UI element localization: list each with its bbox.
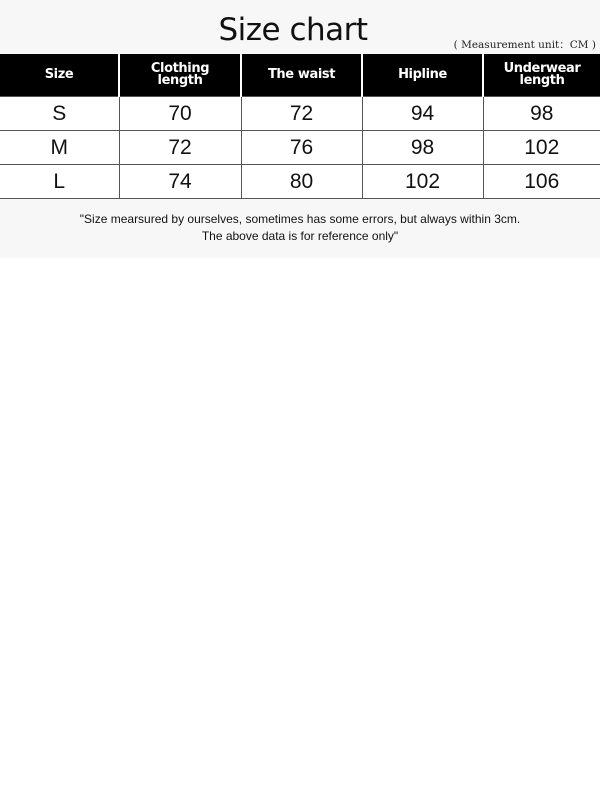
disclaimer-line-2: The above data is for reference only": [201, 229, 399, 243]
measurement-unit-note: ( Measurement unit：CM ): [453, 39, 596, 51]
cell-waist: 80: [241, 165, 362, 199]
cell-underwear-length: 98: [483, 97, 600, 131]
cell-waist: 72: [241, 97, 362, 131]
page-title: Size chart: [218, 12, 368, 48]
size-chart-panel: [0, 0, 600, 258]
cell-clothing-length: 70: [119, 97, 241, 131]
table-row: [0, 131, 600, 165]
header-underwear-length: Underwear length: [483, 54, 600, 97]
cell-clothing-length: 72: [119, 131, 241, 165]
cell-underwear-length: 102: [483, 131, 600, 165]
table-row: [0, 165, 600, 199]
cell-underwear-length: 106: [483, 165, 600, 199]
header-hipline: Hipline: [362, 54, 483, 97]
header-clothing-length: Clothing length: [119, 54, 241, 97]
cell-size: L: [0, 165, 119, 199]
cell-hipline: 94: [362, 97, 483, 131]
table-header-row: [0, 54, 600, 97]
cell-size: S: [0, 97, 119, 131]
header-waist: The waist: [241, 54, 362, 97]
header-size: Size: [0, 54, 119, 97]
cell-hipline: 102: [362, 165, 483, 199]
disclaimer-line-1: "Size mearsured by ourselves, sometimes has some errors, but always within 3cm.: [79, 212, 521, 226]
size-table: [0, 54, 600, 199]
cell-size: M: [0, 131, 119, 165]
measurement-disclaimer: [0, 211, 600, 245]
table-row: [0, 97, 600, 131]
cell-hipline: 98: [362, 131, 483, 165]
cell-clothing-length: 74: [119, 165, 241, 199]
cell-waist: 76: [241, 131, 362, 165]
